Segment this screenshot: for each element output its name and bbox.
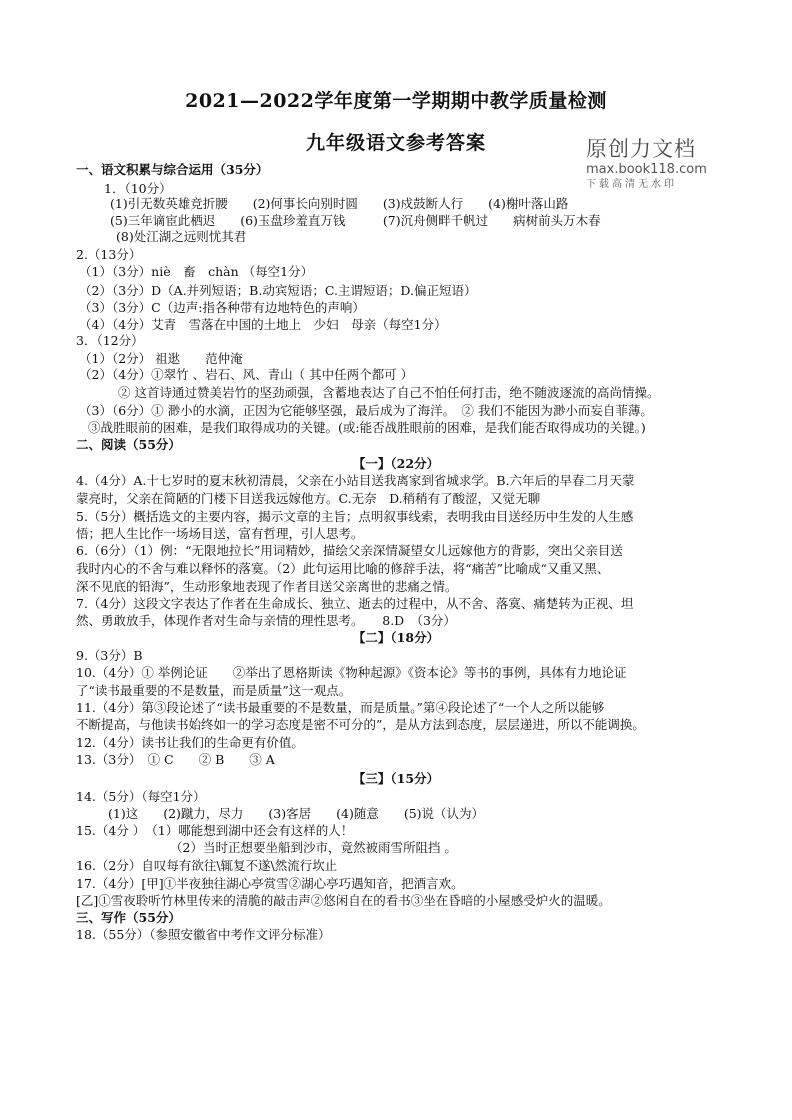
answer-line: 然、勇敢放手，体现作者对生命与亲情的理性思考。 8.D （3分）	[76, 613, 456, 628]
answer-line: ② 这首诗通过赞美岩竹的坚劲顽强，含蓄地表达了自己不怕任何打击，绝不随波逐流的高尚情操。	[118, 385, 660, 400]
answer-line: （3）（3分）C（边声:指各种带有边地特色的声响）	[79, 300, 365, 315]
answer-line: 13.（3分） ① C ② B ③ A	[76, 752, 275, 767]
subsection-heading: 【三】（15分）	[352, 771, 440, 786]
subsection-heading: 【一】（22分）	[352, 456, 440, 471]
answer-line: （3）（6分）① 渺小的水滴，正因为它能够坚强，最后成为了海洋。 ② 我们不能因为渺小而妄自菲薄。	[79, 403, 653, 418]
answer-line: 7.（4分）这段文字表达了作者在生命成长、独立、逝去的过程中，从不舍、落寞、痛楚转为正视、坦	[76, 596, 634, 611]
watermark-logo	[586, 137, 716, 191]
answer-line: 我时内心的不舍与难以释怀的落寞。（2）此句运用比喻的修辞手法，将“痛苦”比喻成“又重又黑、	[76, 561, 610, 576]
answer-line: 9.（3分）B	[76, 648, 143, 663]
answer-line: 16.（2分）自叹每有欲往\辄复不遂\然流行坎止	[76, 858, 338, 873]
watermark-title: 原创力文档	[586, 137, 696, 161]
answer-line: （2）（4分）①翠竹 、岩石、风、青山（ 其中任两个都可 ）	[79, 367, 414, 382]
section-heading-1: 一、语文积累与综合运用（35分）	[76, 162, 269, 177]
answer-line: （2）（3分）D（A.并列短语；B.动宾短语；C.主谓短语；D.偏正短语）	[79, 283, 477, 298]
answer-line: 15.（4分 ） （1）哪能想到湖中还会有这样的人！	[76, 823, 354, 838]
document-subtitle: 九年级语文参考答案	[305, 132, 486, 154]
answer-line: 18.（55分）（参照安徽省中考作文评分标准）	[76, 927, 331, 942]
answer-line: （2）当时正想要坐船到沙市，竟然被雨雪所阻挡 。	[170, 840, 457, 855]
answer-line: 2.（13分）	[76, 247, 142, 262]
subsection-heading: 【二】（18分）	[352, 630, 440, 645]
answer-line: (1)这 (2)蹴力，尽力 (3)客居 (4)随意 (5)说（认为）	[108, 806, 485, 821]
answer-line: 17.（4分）[甲]①半夜独往湖心亭赏雪②湖心亭巧遇知音，把酒言欢。	[76, 876, 464, 891]
answer-line: ③战胜眼前的困难，是我们取得成功的关键。(或:能否战胜眼前的困难，是我们能否取得成功的关键。)	[88, 420, 646, 435]
answer-line: 深不见底的铅海”，生动形象地表现了作者目送父亲离世的悲痛之情。	[76, 579, 458, 594]
watermark-url: max.book118.com	[586, 162, 707, 177]
answer-line: 蒙亮时，父亲在简陋的门楼下目送我远嫁他方。C.无奈 D.稍稍有了酸涩，又觉无聊	[76, 491, 541, 506]
section-heading-2: 二、阅读（55分）	[76, 437, 181, 452]
answer-line: 14.（5分）（每空1分）	[76, 789, 206, 804]
answer-line: (5)三年谪宦此栖迟 (6)玉盘珍羞直万钱 (7)沉舟侧畔千帆过 病树前头万木春	[110, 213, 601, 228]
answer-line: (1)引无数英雄竞折腰 (2)何事长向别时圆 (3)戍鼓断人行 (4)榭叶落山路	[110, 196, 569, 211]
answer-line: 6.（6分）（1）例：“无限地拉长”用词精妙，描绘父亲深情凝望女儿远嫁他方的背影，突出父亲目送	[76, 543, 623, 558]
document-title: 2021—2022学年度第一学期期中教学质量检测	[185, 90, 607, 112]
answer-line: 10.（4分）① 举例论证 ②举出了恩格斯读《物种起源》《资本论》等书的事例，具体有力地论证	[76, 665, 627, 680]
watermark-slogan: 下载高清无水印	[586, 179, 677, 190]
answer-line: [乙]①雪夜聆听竹林里传来的清脆的敲击声②悠闲自在的看书③坐在昏暗的小屋感受炉火的温暖。	[76, 893, 611, 908]
answer-line: 不断提高，与他读书始终如一的学习态度是密不可分的”，是从方法到态度，层层递进，所以不能调换。	[76, 717, 645, 732]
answer-line: 4.（4分）A.十七岁时的夏末秋初清晨，父亲在小站目送我离家到省城求学。B.六年后的早春二月天蒙	[76, 473, 635, 488]
answer-line: (8)处江湖之远则忧其君	[116, 229, 247, 244]
answer-line: （1）（2分） 祖逖 范仲淹	[79, 351, 243, 366]
answer-line: （1）（3分）niè 畜 chàn （每空1分）	[79, 264, 314, 279]
section-heading-3: 三、写作（55分）	[76, 910, 181, 925]
answer-line: 12.（4分）读书让我们的生命更有价值。	[76, 735, 304, 750]
answer-line: 悟；把人生比作一场场目送，富有哲理，引人思考。	[76, 526, 364, 541]
answer-line: 11.（4分）第③段论述了“读书最重要的不是数量，而是质量。”第④段论述了“一个人之所以能够	[76, 700, 605, 715]
answer-line: 3．（12分）	[76, 333, 144, 348]
answer-line: 了“读书最重要的不是数量，而是质量”这一观点。	[76, 683, 352, 698]
answer-line: （4）（4分）艾青 雪落在中国的土地上 少妇 母亲（每空1分）	[79, 317, 447, 332]
answer-line: 1．（10分）	[104, 181, 172, 196]
answer-line: 5.（5分）概括选文的主要内容，揭示文章的主旨；点明叙事线索，表明我由目送经历中生发的人生感	[76, 509, 634, 524]
